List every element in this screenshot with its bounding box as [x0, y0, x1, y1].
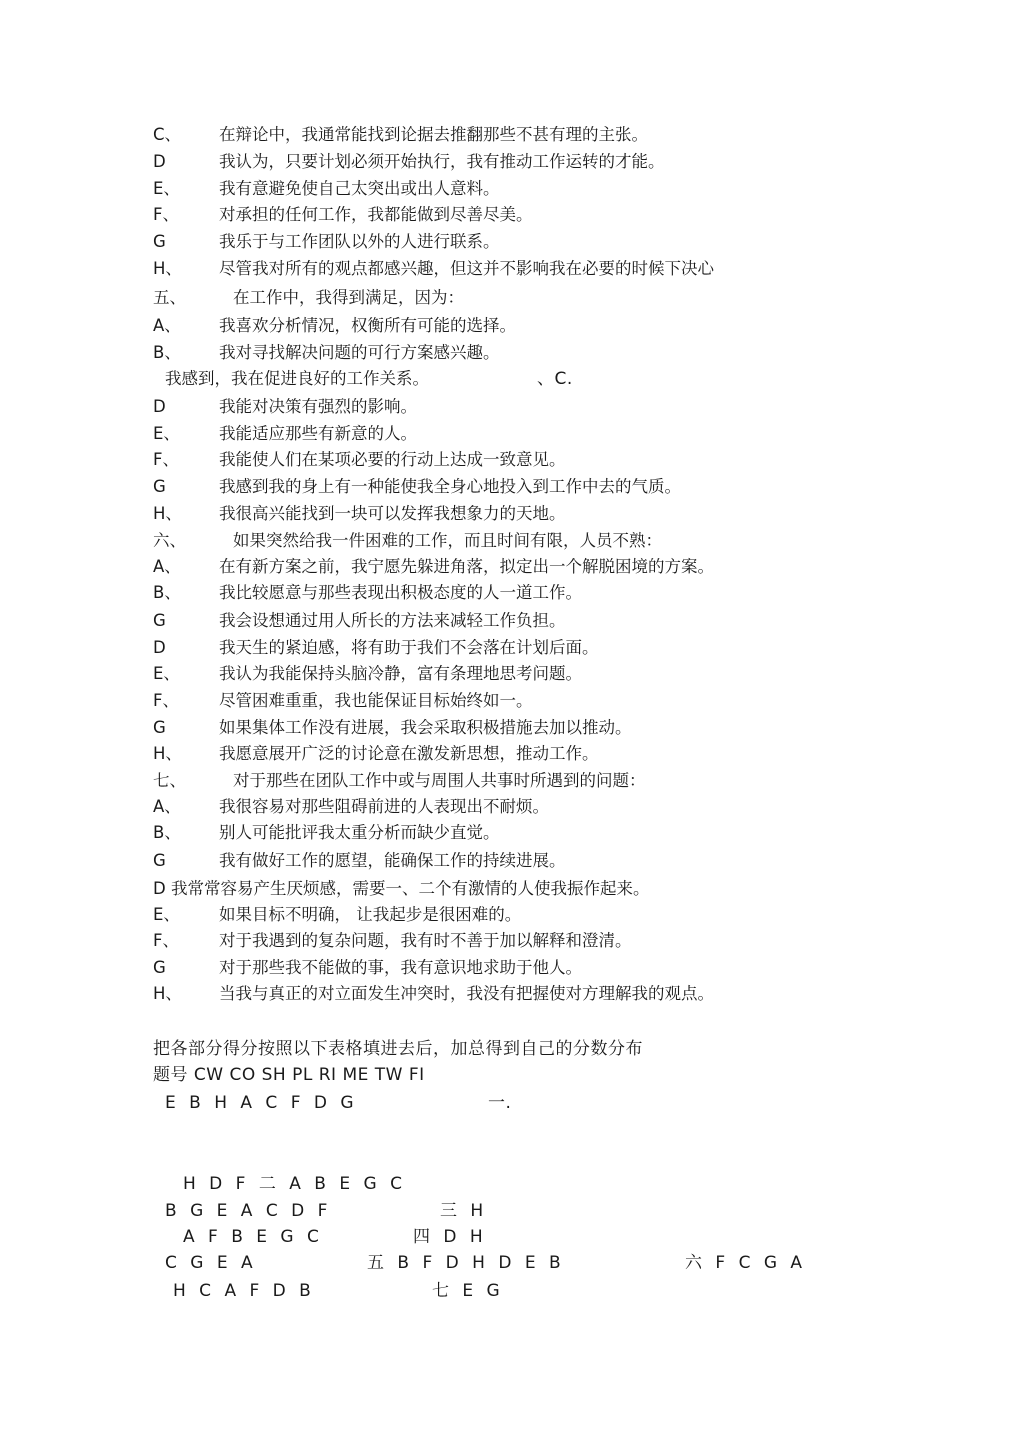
option-text: 我有意避免使自己太突出或出人意料。: [219, 179, 500, 198]
section-heading: [153, 768, 646, 794]
option-label: F、: [153, 450, 179, 469]
option-line: [153, 820, 500, 846]
option-text: 别人可能批评我太重分析而缺少直觉。: [219, 823, 500, 842]
option-label: A、: [153, 557, 181, 576]
option-line: [153, 580, 582, 606]
option-text: 我感到，我在促进良好的工作关系。: [165, 369, 429, 388]
option-label: F、: [153, 205, 179, 224]
option-label: H、: [153, 504, 182, 523]
option-text: 我有做好工作的愿望，能确保工作的持续进展。: [219, 851, 566, 870]
option-text: 如果目标不明确， 让我起步是很困难的。: [219, 905, 522, 924]
option-text: 对承担的任何工作，我都能做到尽善尽美。: [219, 205, 533, 224]
option-line: [153, 394, 417, 420]
option-line: [153, 554, 714, 580]
option-line: [153, 229, 500, 255]
option-line: [153, 902, 521, 928]
option-label: A、: [153, 797, 181, 816]
option-text: 对于我遇到的复杂问题，我有时不善于加以解释和澄清。: [219, 931, 632, 950]
option-text: 当我与真正的对立面发生冲突时，我没有把握使对方理解我的观点。: [219, 984, 714, 1003]
option-text: 对于那些我不能做的事，我有意识地求助于他人。: [219, 958, 582, 977]
option-text: 我天生的紧迫感，将有助于我们不会落在计划后面。: [219, 638, 599, 657]
section-question: 如果突然给我一件困难的工作，而且时间有限，人员不熟：: [233, 531, 662, 550]
option-label: G: [153, 232, 166, 251]
table-fragment: 五 B F D H D E B: [367, 1253, 565, 1273]
option-text: 我比较愿意与那些表现出积极态度的人一道工作。: [219, 583, 582, 602]
option-line: [153, 176, 500, 202]
option-text: 如果集体工作没有进展，我会采取积极措施去加以推动。: [219, 718, 632, 737]
option-text: 我能适应那些有新意的人。: [219, 424, 417, 443]
option-text: D 我常常容易产生厌烦感，需要一、二个有激情的人使我振作起来。: [153, 879, 650, 898]
table-fragment: A F B E G C: [183, 1227, 323, 1247]
option-text: 尽管困难重重，我也能保证目标始终如一。: [219, 691, 533, 710]
table-fragment: 三 H: [440, 1201, 488, 1221]
option-text: 我喜欢分析情况，权衡所有可能的选择。: [219, 316, 516, 335]
option-line: [153, 981, 714, 1007]
option-line: [153, 661, 582, 687]
option-label: D: [153, 152, 166, 171]
option-line: [153, 928, 632, 954]
option-line: [153, 122, 648, 148]
option-text: 在有新方案之前，我宁愿先躲进角落，拟定出一个解脱困境的方案。: [219, 557, 714, 576]
option-text: 我愿意展开广泛的讨论意在激发新思想，推动工作。: [219, 744, 599, 763]
section-heading: [153, 528, 662, 554]
option-label: G: [153, 477, 166, 496]
option-line: [165, 366, 429, 392]
option-label: F、: [153, 931, 179, 950]
table-fragment: E B H A C F D G: [165, 1093, 358, 1113]
option-line: [153, 688, 533, 714]
option-text: 我能使人们在某项必要的行动上达成一致意见。: [219, 450, 566, 469]
option-label: G: [153, 611, 166, 630]
option-line: [153, 794, 549, 820]
option-label: F、: [153, 691, 179, 710]
option-label: B、: [153, 343, 181, 362]
option-label: E、: [153, 905, 180, 924]
option-text: 我很容易对那些阻碍前进的人表现出不耐烦。: [219, 797, 549, 816]
table-fragment: 四 D H: [413, 1227, 487, 1247]
option-label: D: [153, 638, 166, 657]
option-text: 我很高兴能找到一块可以发挥我想象力的天地。: [219, 504, 566, 523]
option-label: D: [153, 397, 166, 416]
option-label: B、: [153, 583, 181, 602]
table-fragment: H C A F D B: [173, 1281, 315, 1301]
option-label: G: [153, 851, 166, 870]
option-text: 我能对决策有强烈的影响。: [219, 397, 417, 416]
option-text: 我认为我能保持头脑冷静，富有条理地思考问题。: [219, 664, 582, 683]
option-label: H、: [153, 259, 182, 278]
option-text: 我会设想通过用人所长的方法来减轻工作负担。: [219, 611, 566, 630]
option-line: [153, 447, 566, 473]
section-question: 对于那些在团队工作中或与周围人共事时所遇到的问题：: [233, 771, 646, 790]
option-label: G: [153, 718, 166, 737]
option-line: [153, 876, 649, 902]
option-line: [153, 474, 681, 500]
option-line: [153, 501, 566, 527]
score-table-header: 题号 CW CO SH PL RI ME TW FI: [153, 1065, 425, 1085]
section-number: 七、: [153, 771, 186, 790]
option-text: 我乐于与工作团队以外的人进行联系。: [219, 232, 500, 251]
option-text: 我对寻找解决问题的可行方案感兴趣。: [219, 343, 500, 362]
option-label: C、: [153, 125, 182, 144]
option-line: [153, 955, 582, 981]
option-label: E、: [153, 179, 180, 198]
option-line: [153, 715, 632, 741]
option-line: [153, 608, 566, 634]
option-text: 我感到我的身上有一种能使我全身心地投入到工作中去的气质。: [219, 477, 681, 496]
option-text: 尽管我对所有的观点都感兴趣，但这并不影响我在必要的时候下决心: [219, 259, 714, 278]
table-fragment: 七 E G: [432, 1281, 504, 1301]
table-fragment: C G E A: [165, 1253, 257, 1273]
option-text: 在辩论中，我通常能找到论据去推翻那些不甚有理的主张。: [219, 125, 648, 144]
section-number: 五、: [153, 288, 186, 307]
option-line: [153, 202, 533, 228]
option-label: A、: [153, 316, 181, 335]
section-question: 在工作中，我得到满足，因为：: [233, 288, 464, 307]
option-text: 我认为，只要计划必须开始执行，我有推动工作运转的才能。: [219, 152, 665, 171]
table-fragment: B G E A C D F: [165, 1201, 332, 1221]
option-label: H、: [153, 984, 182, 1003]
stray-label: 、C.: [537, 369, 573, 389]
option-line: [153, 848, 566, 874]
option-line: [153, 313, 516, 339]
option-line: [153, 741, 599, 767]
option-label: G: [153, 958, 166, 977]
scoring-instruction: 把各部分得分按照以下表格填进去后，加总得到自己的分数分布: [153, 1039, 643, 1059]
option-line: [153, 421, 417, 447]
option-line: [153, 256, 714, 282]
table-fragment: 一.: [488, 1093, 512, 1113]
option-label: E、: [153, 664, 180, 683]
section-heading: [153, 285, 464, 311]
option-label: H、: [153, 744, 182, 763]
option-line: [153, 149, 665, 175]
section-number: 六、: [153, 531, 186, 550]
option-line: [153, 635, 599, 661]
table-fragment: 六 F C G A: [685, 1253, 807, 1273]
option-line: [153, 340, 500, 366]
table-fragment: H D F 二 A B E G C: [183, 1174, 406, 1194]
option-label: E、: [153, 424, 180, 443]
option-label: B、: [153, 823, 181, 842]
